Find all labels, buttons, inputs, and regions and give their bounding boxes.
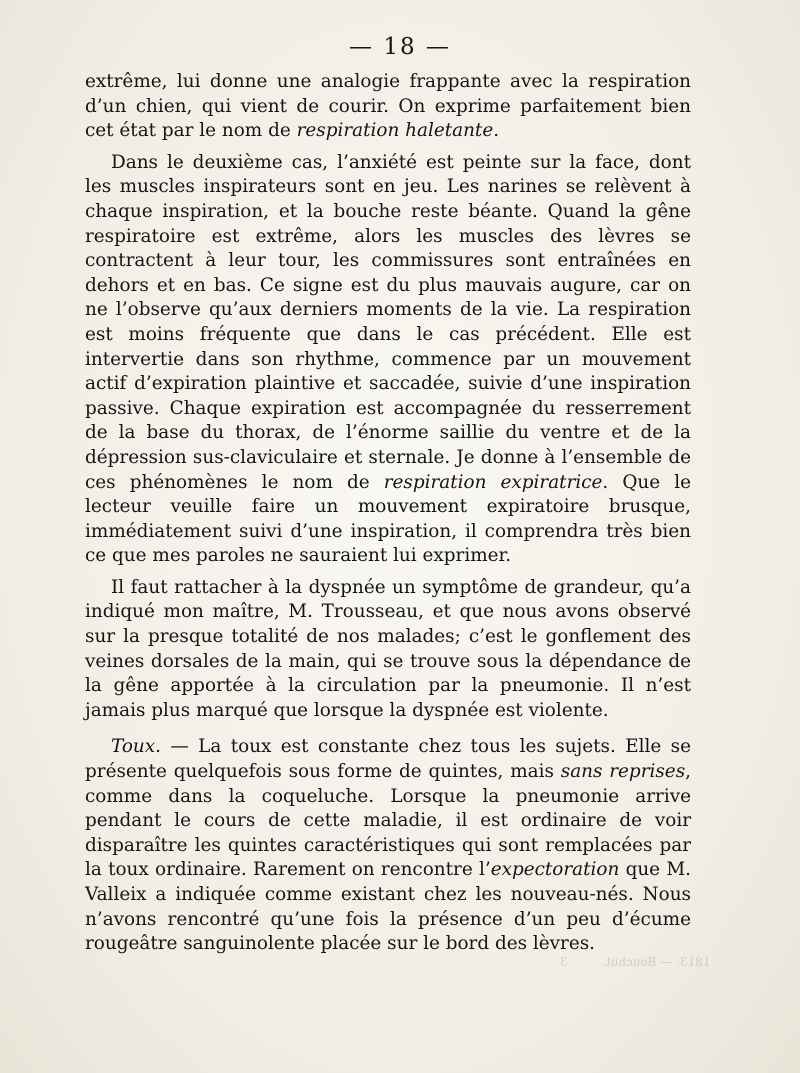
emphasis: sans reprises <box>560 761 686 783</box>
bleed-through-text: 1813. — Bouchut. 3 <box>560 955 711 969</box>
emphasis: respiration haletante <box>296 120 494 142</box>
body-text <box>85 70 691 957</box>
page-number: — 18 — <box>349 34 451 60</box>
paragraph-2: Dans le deuxième cas, l’anxiété est peinte sur la face, dont les muscles inspirateurs sont en jeu. Les narines se relèvent à chaque inspiration, et la bouche reste béante. Quand la gêne respiratoire est extrême, alors les muscles des lèvres se contractent à leur tour, les commissures sont entraînées en dehors et en bas. Ce signe est du plus mauvais augure, car on ne l’observe qu’aux derniers moments de la vie. La respiration est moins fréquente que dans le cas précédent. Elle est intervertie dans son rhythme, commence par un mouvement actif d’expiration plaintive et saccadée, suivie d’une inspiration passive. Chaque expiration est accompagnée du resserrement de la base du thorax, de l’énorme saillie du ventre et de la dépression sus-claviculaire et sternale. Je donne à l’ensemble de ces phénomènes le nom de respiration expiratrice. Que le lecteur veuille faire un mouvement expiratoire brusque, immédiatement suivi d’une inspiration, il comprendra très bien ce que mes paroles ne sauraient lui exprimer. <box>85 151 691 567</box>
emphasis: expectoration <box>490 859 620 881</box>
section-heading-toux: Toux. <box>111 736 161 758</box>
paragraph-4: Toux. — La toux est constante chez tous les sujets. Elle se présente quelquefois sous forme de quintes, mais sans reprises, comme dans la coqueluche. Lorsque la pneumonie arrive pendant le cours de cette maladie, il est ordinaire de voir disparaître les quintes caractéristiques qui sont remplacées par la toux ordinaire. Rarement on rencontre l’expectoration que M. Valleix a indiquée comme existant chez les nouveau-nés. Nous n’avons rencontré qu’une fois la présence d’un peu d’écume rougeâtre sanguinolente placée sur le bord des lèvres. <box>85 736 691 955</box>
emphasis: respiration expiratrice <box>383 471 603 493</box>
paragraph-3: Il faut rattacher à la dyspnée un symptôme de grandeur, qu’a indiqué mon maître, M. Trousseau, et que nous avons observé sur la presque totalité de nos malades; c’est le gonflement des veines dorsales de la main, qui se trouve sous la dépendance de la gêne apportée à la circulation par la pneumonie. Il n’est jamais plus marqué que lorsque la dyspnée est violente. <box>85 576 691 721</box>
paragraph-1: extrême, lui donne une analogie frappante avec la respiration d’un chien, qui vient de courir. On exprime parfaitement bien cet état par le nom de respiration haletante. <box>85 71 691 142</box>
